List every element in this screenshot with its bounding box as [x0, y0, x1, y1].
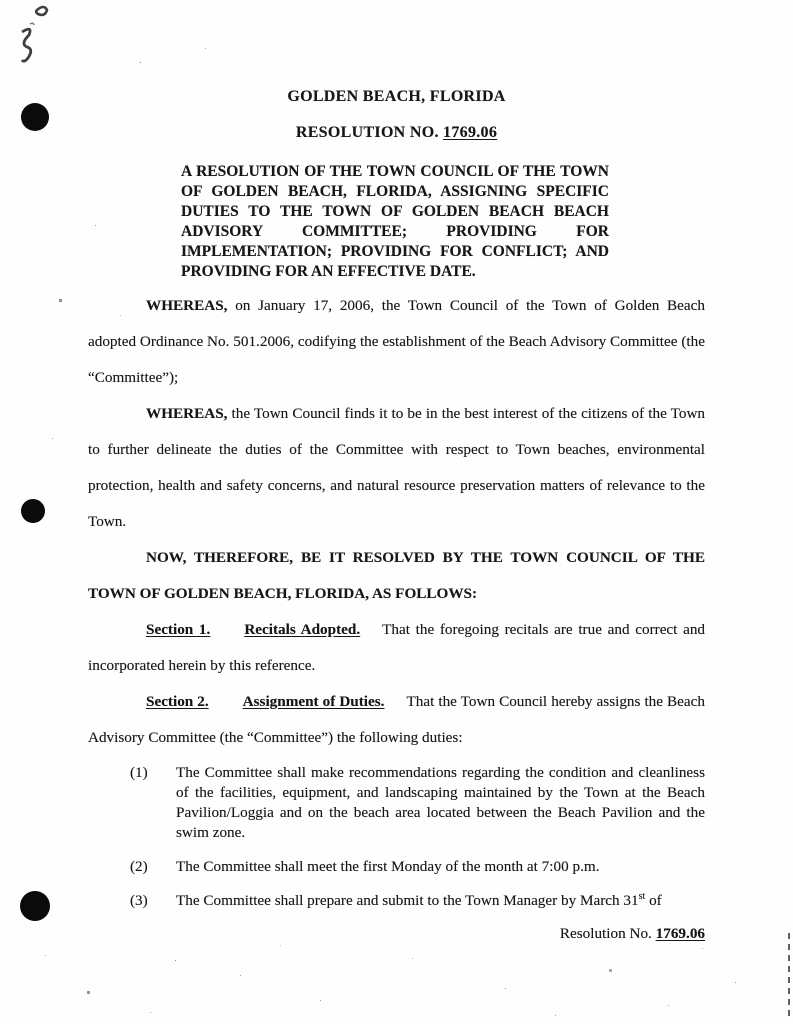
page-footer	[88, 925, 705, 943]
hole-punch-mark-bottom	[20, 891, 50, 921]
duty-3-ordinal-suffix: st	[638, 890, 646, 902]
section-2-paragraph	[88, 684, 705, 756]
document-title: GOLDEN BEACH, FLORIDA	[287, 88, 506, 105]
duty-item-3	[130, 891, 705, 911]
section-2-body: That the Town Council hereby assigns the Beach Advisory Committee (the “Committee”) the following duties:	[88, 693, 705, 746]
section-1-paragraph	[88, 612, 705, 684]
duty-3-text	[176, 891, 705, 911]
whereas-1-lead: WHEREAS,	[146, 297, 228, 314]
section-2-title: Assignment of Duties.	[242, 693, 385, 710]
resolution-number: 1769.06	[443, 124, 498, 141]
document-content	[0, 88, 793, 943]
scan-smudge-mark	[0, 0, 90, 80]
footer-resolution-number: 1769.06	[655, 925, 705, 942]
subject-paragraph: A RESOLUTION OF THE TOWN COUNCIL OF THE TOWN OF GOLDEN BEACH, FLORIDA, ASSIGNING SPECIFIC DUTIES TO THE TOWN OF GOLDEN BEACH BEACH ADVISORY COMMITTEE; PROVIDING FOR IMPLEMENTATION; PROVIDING FOR CONFLICT; AND PROVIDING FOR AN EFFECTIVE DATE.	[181, 163, 609, 280]
duty-1-text: The Committee shall make recommendations regarding the condition and cleanliness of the facilities, equipment, and landscaping maintained by the Town at the Beach Pavilion/Loggia and on the beach area located between the Beach Pavilion and the swim zone.	[176, 764, 705, 841]
duty-item-2	[130, 857, 705, 877]
resolution-heading	[88, 124, 705, 142]
whereas-paragraph-1	[88, 288, 705, 396]
duty-1-number: (1)	[130, 764, 148, 781]
scan-noise-speckles	[0, 0, 1, 1]
duty-item-1	[130, 763, 705, 843]
scan-edge-dashed-line	[788, 933, 790, 1021]
duty-2-text: The Committee shall meet the first Monday of the month at 7:00 p.m.	[176, 858, 600, 875]
section-1-label: Section 1.	[146, 621, 211, 638]
whereas-paragraph-2	[88, 396, 705, 540]
footer-label: Resolution No.	[559, 925, 656, 942]
duty-2-number: (2)	[130, 858, 148, 875]
resolution-heading-label: RESOLUTION NO.	[295, 124, 444, 141]
section-1-body: That the foregoing recitals are true and correct and incorporated herein by this reference.	[88, 621, 706, 674]
hole-punch-mark-top	[21, 103, 49, 131]
resolved-clause: NOW, THEREFORE, BE IT RESOLVED BY THE TOWN COUNCIL OF THE TOWN OF GOLDEN BEACH, FLORIDA, AS FOLLOWS:	[88, 549, 705, 602]
duties-list	[130, 763, 705, 911]
hole-punch-mark-middle	[21, 499, 45, 523]
whereas-1-body: on January 17, 2006, the Town Council of the Town of Golden Beach adopted Ordinance No. 501.2006, codifying the establishment of the Beach Advisory Committee (the “Committee”);	[88, 297, 705, 386]
whereas-2-body: the Town Council finds it to be in the best interest of the citizens of the Town to further delineate the duties of the Committee with respect to Town beaches, environmental protection, health and safety concerns, and natural resource preservation matters of relevance to the Town.	[88, 405, 706, 530]
section-2-label: Section 2.	[146, 693, 209, 710]
duty-3-number: (3)	[130, 892, 148, 909]
whereas-2-lead: WHEREAS,	[146, 405, 228, 422]
duty-3-text-after: of	[645, 892, 662, 909]
duty-3-text-main: The Committee shall prepare and submit to the Town Manager by March 31	[176, 892, 639, 909]
section-1-title: Recitals Adopted.	[244, 621, 361, 638]
